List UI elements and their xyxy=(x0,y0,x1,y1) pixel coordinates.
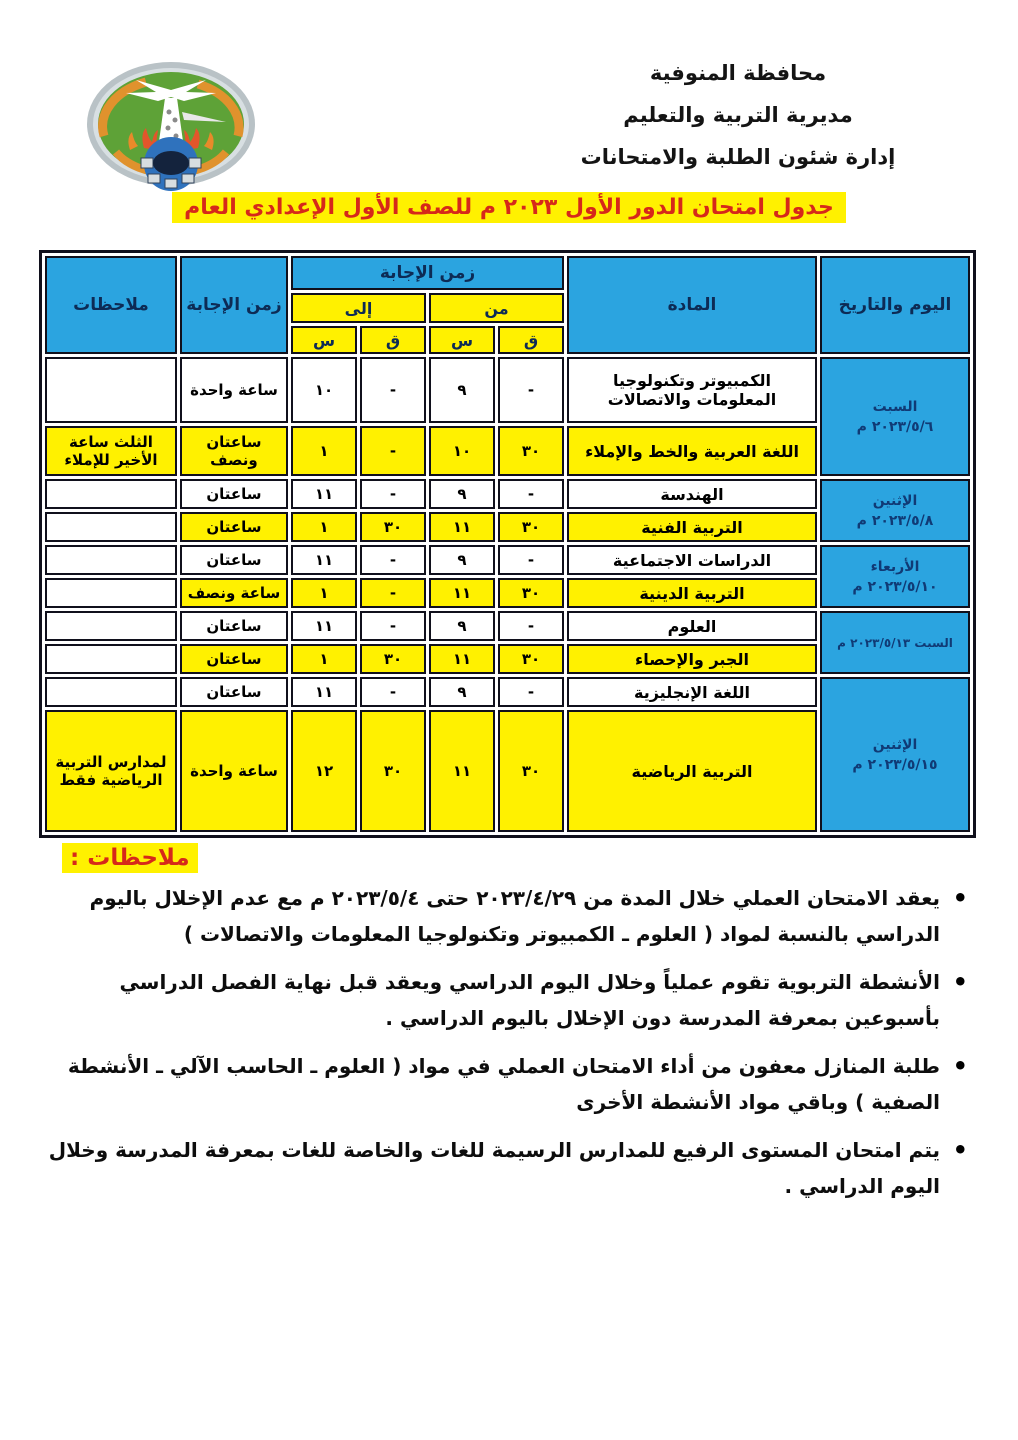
header-from-minutes: ق xyxy=(498,326,564,354)
header-to: إلى xyxy=(291,293,426,323)
from-hours-cell: ١١ xyxy=(429,578,495,608)
day-cell xyxy=(820,611,970,674)
to-minutes-cell: - xyxy=(360,611,426,641)
note-item: • طلبة المنازل معفون من أداء الامتحان العملي في مواد ( العلوم ـ الحاسب الآلي ـ الأنشطة الصفية ) وباقي مواد الأنشطة الأخرى xyxy=(48,1048,970,1120)
to-minutes-cell: - xyxy=(360,479,426,509)
duration-cell: ساعتان xyxy=(180,677,288,707)
subject-cell: الهندسة xyxy=(567,479,817,509)
to-hours-cell: ١١ xyxy=(291,479,357,509)
duration-cell: ساعتان xyxy=(180,545,288,575)
day-name: الإثنين xyxy=(872,736,918,753)
day-date: ٢٠٢٣/٥/٨ م xyxy=(856,512,934,529)
header-notes: ملاحظات xyxy=(45,256,177,354)
notes-label: ملاحظات : xyxy=(62,843,198,873)
from-minutes-cell: ٣٠ xyxy=(498,644,564,674)
from-hours-cell: ١١ xyxy=(429,710,495,832)
to-minutes-cell: ٣٠ xyxy=(360,644,426,674)
to-minutes-cell: - xyxy=(360,677,426,707)
note-item: • يعقد الامتحان العملي خلال المدة من ٢٠٢٣/٤/٢٩ حتى ٢٠٢٣/٥/٤ م مع عدم الإخلال باليوم الدراسي بالنسبة لمواد ( العلوم ـ الكمبيوتر وتكنولوجيا المعلومات والاتصالات ) xyxy=(48,880,970,952)
subject-cell: التربية الدينية xyxy=(567,578,817,608)
subject-cell: العلوم xyxy=(567,611,817,641)
from-minutes-cell: - xyxy=(498,357,564,423)
from-minutes-cell: - xyxy=(498,677,564,707)
subject-cell: الكمبيوتر وتكنولوجيا المعلومات والاتصالات xyxy=(567,357,817,423)
to-hours-cell: ١٢ xyxy=(291,710,357,832)
note-cell: لمدارس التربية الرياضية فقط xyxy=(45,710,177,832)
day-date: ٢٠٢٣/٥/١٠ م xyxy=(852,578,938,595)
note-cell xyxy=(45,357,177,423)
note-cell xyxy=(45,479,177,509)
from-hours-cell: ٩ xyxy=(429,611,495,641)
header-subject: المادة xyxy=(567,256,817,354)
to-hours-cell: ١١ xyxy=(291,611,357,641)
from-hours-cell: ٩ xyxy=(429,479,495,509)
header-to-minutes: ق xyxy=(360,326,426,354)
org-line-governorate: محافظة المنوفية xyxy=(649,61,827,85)
header-from: من xyxy=(429,293,564,323)
note-cell xyxy=(45,644,177,674)
day-cell xyxy=(820,677,970,832)
duration-cell: ساعتان xyxy=(180,479,288,509)
from-minutes-cell: ٣٠ xyxy=(498,512,564,542)
note-cell xyxy=(45,545,177,575)
subject-cell: اللغة العربية والخط والإملاء xyxy=(567,426,817,476)
org-line-directorate: مديرية التربية والتعليم xyxy=(623,103,853,127)
org-line-administration: إدارة شئون الطلبة والامتحانات xyxy=(580,145,896,169)
subject-cell: الدراسات الاجتماعية xyxy=(567,545,817,575)
note-item: • الأنشطة التربوية تقوم عملياً وخلال اليوم الدراسي ويعقد قبل نهاية الفصل الدراسي بأسبوعين بمعرفة المدرسة دون الإخلال باليوم الدراسي . xyxy=(48,964,970,1036)
subject-cell: التربية الفنية xyxy=(567,512,817,542)
schedule-title-wrap xyxy=(0,192,1018,223)
from-hours-cell: ١١ xyxy=(429,644,495,674)
duration-cell: ساعة ونصف xyxy=(180,578,288,608)
duration-cell: ساعة واحدة xyxy=(180,357,288,423)
subject-cell: الجبر والإحصاء xyxy=(567,644,817,674)
from-hours-cell: ٩ xyxy=(429,677,495,707)
day-name: الأربعاء xyxy=(870,558,920,575)
note-cell: الثلث ساعة الأخير للإملاء xyxy=(45,426,177,476)
note-cell xyxy=(45,611,177,641)
to-minutes-cell: - xyxy=(360,545,426,575)
header-day-date: اليوم والتاريخ xyxy=(820,256,970,354)
governorate-emblem-icon xyxy=(86,60,256,192)
to-hours-cell: ١٠ xyxy=(291,357,357,423)
header-answer-time-group: زمن الإجابة xyxy=(291,256,564,290)
to-hours-cell: ١ xyxy=(291,512,357,542)
from-minutes-cell: - xyxy=(498,611,564,641)
to-minutes-cell: - xyxy=(360,426,426,476)
day-date: ٢٠٢٣/٥/١٥ م xyxy=(852,756,938,773)
duration-cell: ساعة واحدة xyxy=(180,710,288,832)
to-hours-cell: ١ xyxy=(291,578,357,608)
day-name: السبت xyxy=(872,398,918,415)
from-hours-cell: ٩ xyxy=(429,545,495,575)
to-minutes-cell: - xyxy=(360,357,426,423)
day-cell xyxy=(820,357,970,476)
header-from-hours: س xyxy=(429,326,495,354)
day-date: ٢٠٢٣/٥/٦ م xyxy=(856,418,934,435)
note-cell xyxy=(45,512,177,542)
day-name: الإثنين xyxy=(872,492,918,509)
letterhead xyxy=(498,52,978,178)
day-cell xyxy=(820,479,970,542)
from-minutes-cell: - xyxy=(498,545,564,575)
to-hours-cell: ١ xyxy=(291,644,357,674)
from-hours-cell: ٩ xyxy=(429,357,495,423)
from-minutes-cell: ٣٠ xyxy=(498,710,564,832)
notes-list xyxy=(48,880,970,1216)
day-date: ٢٠٢٣/٥/١٣ م xyxy=(837,635,911,650)
header-duration: زمن الإجابة xyxy=(180,256,288,354)
from-minutes-cell: - xyxy=(498,479,564,509)
duration-cell: ساعتان xyxy=(180,611,288,641)
duration-cell: ساعتان xyxy=(180,512,288,542)
notes-label-wrap xyxy=(62,843,198,873)
header-to-hours: س xyxy=(291,326,357,354)
note-item: • يتم امتحان المستوى الرفيع للمدارس الرسيمة للغات والخاصة للغات بمعرفة المدرسة وخلال اليوم الدراسي . xyxy=(48,1132,970,1204)
to-hours-cell: ١١ xyxy=(291,677,357,707)
to-minutes-cell: ٣٠ xyxy=(360,512,426,542)
schedule-title: جدول امتحان الدور الأول ٢٠٢٣ م للصف الأول الإعدادي العام xyxy=(172,192,846,223)
duration-cell: ساعتان xyxy=(180,644,288,674)
to-hours-cell: ١ xyxy=(291,426,357,476)
to-minutes-cell: - xyxy=(360,578,426,608)
note-cell xyxy=(45,677,177,707)
from-hours-cell: ١١ xyxy=(429,512,495,542)
to-hours-cell: ١١ xyxy=(291,545,357,575)
from-hours-cell: ١٠ xyxy=(429,426,495,476)
note-cell xyxy=(45,578,177,608)
from-minutes-cell: ٣٠ xyxy=(498,578,564,608)
duration-cell: ساعتان ونصف xyxy=(180,426,288,476)
from-minutes-cell: ٣٠ xyxy=(498,426,564,476)
day-cell xyxy=(820,545,970,608)
subject-cell: التربية الرياضية xyxy=(567,710,817,832)
day-name: السبت xyxy=(914,635,953,650)
subject-cell: اللغة الإنجليزية xyxy=(567,677,817,707)
exam-schedule-table xyxy=(39,250,976,838)
to-minutes-cell: ٣٠ xyxy=(360,710,426,832)
